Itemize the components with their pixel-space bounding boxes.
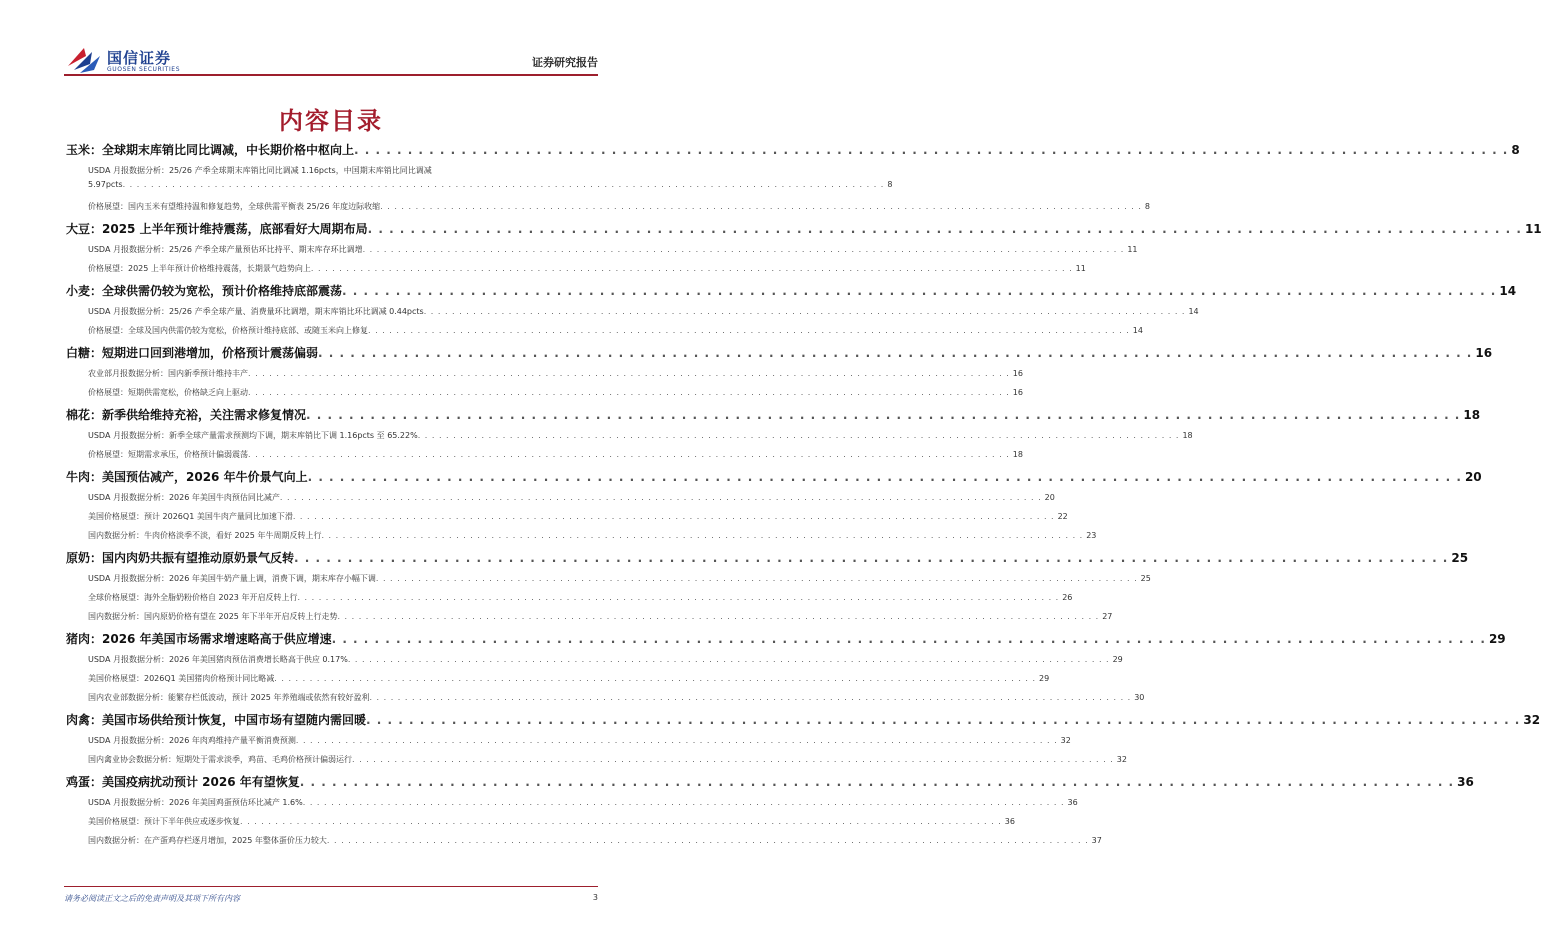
toc-dot-leader (248, 388, 1010, 397)
toc-subsection-entry[interactable] (66, 793, 1078, 812)
toc-section-entry[interactable] (66, 707, 1541, 731)
toc-subsection-entry[interactable] (66, 240, 1138, 259)
toc-subsection-title[interactable]: 国内数据分析：在产蛋鸡存栏逐月增加，2025 年整体蛋价压力较大 (88, 836, 327, 845)
toc-dot-leader (368, 326, 1130, 335)
toc-dot-leader (300, 775, 1454, 789)
toc-subsection-line[interactable] (66, 607, 1113, 622)
toc-dot-leader (363, 245, 1125, 254)
toc-subsection-line[interactable] (66, 793, 1078, 808)
toc-section-title[interactable]: 白糖：短期进口回到港增加，价格预计震荡偏弱 (66, 346, 319, 360)
toc-section-entry[interactable] (66, 278, 1517, 302)
toc-dot-leader (318, 346, 1472, 360)
toc-subsection-line[interactable] (66, 650, 1123, 665)
toc-section-page[interactable]: 32 (1523, 713, 1541, 727)
toc-section-title[interactable]: 猪肉：2026 年美国市场需求增速略高于供应增速 (66, 632, 332, 646)
page-number: 3 (592, 893, 598, 902)
toc-section-entry[interactable] (66, 137, 1520, 161)
toc-subsection-entry[interactable] (66, 569, 1151, 588)
toc-subsection-entry[interactable] (66, 588, 1073, 607)
toc-subsection-entry[interactable] (66, 302, 1199, 321)
toc-section-line[interactable] (66, 402, 1481, 423)
toc-subsection-page[interactable]: 25 (1140, 574, 1151, 583)
toc-subsection-title[interactable]: USDA 月报数据分析：25/26 产季全球期末库销比同比调减 1.16pcts，中国期末库销比同比调减 (88, 166, 432, 175)
toc-subsection-page[interactable]: 36 (1004, 817, 1015, 826)
toc-section-line[interactable] (66, 278, 1517, 299)
toc-section-page[interactable]: 11 (1524, 222, 1542, 236)
toc-dot-leader (294, 551, 1448, 565)
toc-subsection-line[interactable] (66, 812, 1015, 827)
toc-dot-leader (240, 817, 1002, 826)
toc-subsection-entry[interactable] (66, 197, 1150, 216)
toc-dot-leader (274, 674, 1036, 683)
toc-dot-leader (306, 408, 1460, 422)
toc-subsection-title[interactable]: 价格展望：国内玉米有望维持温和修复趋势，全球供需平衡表 25/26 年度边际收缩 (88, 202, 381, 211)
toc-dot-leader (332, 632, 1486, 646)
toc-subsection-entry[interactable] (66, 364, 1023, 383)
toc-subsection-title[interactable]: 价格展望：2025 上半年预计价格维持震荡，长期景气趋势向上 (88, 264, 311, 273)
toc-section-page[interactable]: 18 (1463, 408, 1481, 422)
toc-section-line[interactable] (66, 216, 1542, 237)
toc-subsection-page[interactable]: 32 (1116, 755, 1127, 764)
toc-subsection-line[interactable] (66, 688, 1145, 703)
toc-subsection-entry[interactable] (66, 259, 1086, 278)
table-of-contents (66, 137, 1542, 850)
toc-subsection-page[interactable]: 26 (1062, 593, 1073, 602)
toc-subsection-line[interactable] (66, 445, 1023, 460)
toc-dot-leader (342, 284, 1496, 298)
toc-subsection-page[interactable]: 18 (1012, 450, 1023, 459)
toc-dot-leader (369, 693, 1131, 702)
toc-subsection-page[interactable]: 16 (1012, 388, 1023, 397)
toc-section-line[interactable] (66, 545, 1469, 566)
toc-section-line[interactable] (66, 137, 1520, 158)
toc-dot-leader (297, 593, 1059, 602)
toc-section-title[interactable]: 牛肉：美国预估减产，2026 年牛价景气向上 (66, 470, 308, 484)
toc-section-entry[interactable] (66, 464, 1482, 488)
toc-subsection-line[interactable] (66, 426, 1193, 441)
toc-section-line[interactable] (66, 769, 1474, 790)
toc-subsection-title[interactable]: USDA 月报数据分析：25/26 产季全球产量预估环比持平、期末库存环比调增 (88, 245, 363, 254)
toc-subsection-title[interactable]: USDA 月报数据分析：新季全球产量需求预测均下调，期末库销比下调 1.16pcts 至 65.22% (88, 431, 418, 440)
toc-subsection-title[interactable]: 价格展望：短期供需宽松，价格缺乏向上驱动 (88, 388, 248, 397)
toc-section-title[interactable]: 大豆：2025 上半年预计维持震荡，底部看好大周期布局 (66, 222, 368, 236)
toc-section-page[interactable]: 20 (1464, 470, 1482, 484)
toc-subsection-page[interactable]: 23 (1086, 531, 1097, 540)
toc-subsection-line[interactable] (66, 569, 1151, 584)
toc-subsection-page[interactable]: 14 (1132, 326, 1143, 335)
toc-subsection-title[interactable]: 国内禽业协会数据分析：短期处于需求淡季，鸡苗、毛鸡价格预计偏弱运行 (88, 755, 352, 764)
toc-subsection-line[interactable] (66, 588, 1073, 603)
toc-subsection-title[interactable]: USDA 月报数据分析：2026 年美国牛奶产量上调，消费下调，期末库存小幅下调 (88, 574, 376, 583)
footer-disclaimer: 请务必阅读正文之后的免责声明及其项下所有内容 (64, 894, 240, 903)
toc-subsection-page[interactable]: 37 (1091, 836, 1102, 845)
toc-subsection-page[interactable]: 14 (1188, 307, 1199, 316)
toc-subsection-title[interactable]: 国内数据分析：国内原奶价格有望在 2025 年下半年开启反转上行走势 (88, 612, 338, 621)
toc-subsection-entry[interactable] (66, 669, 1050, 688)
toc-section-entry[interactable] (66, 402, 1481, 426)
toc-subsection-entry[interactable] (66, 445, 1023, 464)
toc-section-entry[interactable] (66, 216, 1542, 240)
toc-subsection-page[interactable]: 22 (1057, 512, 1068, 521)
toc-subsection-title[interactable]: 农业部月报数据分析：国内新季预计维持丰产 (88, 369, 248, 378)
toc-subsection-page[interactable]: 16 (1012, 369, 1023, 378)
toc-section-page[interactable]: 8 (1511, 143, 1520, 157)
toc-subsection-entry[interactable] (66, 321, 1143, 340)
toc-subsection-title[interactable]: USDA 月报数据分析：2026 年美国猪肉预估消费增长略高于供应 0.17% (88, 655, 348, 664)
toc-dot-leader (280, 493, 1042, 502)
toc-subsection-line[interactable] (66, 259, 1086, 274)
toc-subsection-entry[interactable] (66, 383, 1023, 402)
toc-subsection-title[interactable]: 美国价格展望：2026Q1 美国猪肉价格预计同比略减 (88, 674, 275, 683)
toc-section-entry[interactable] (66, 626, 1506, 650)
toc-subsection-page[interactable]: 18 (1182, 431, 1193, 440)
toc-subsection-entry[interactable] (66, 812, 1015, 831)
toc-section-line[interactable] (66, 707, 1541, 728)
toc-subsection-title[interactable]: 美国价格展望：预计 2026Q1 美国牛肉产量同比加速下滑 (88, 512, 293, 521)
toc-subsection-title[interactable]: USDA 月报数据分析：2026 年美国鸡蛋预估环比减产 1.6% (88, 798, 303, 807)
toc-subsection-entry[interactable] (66, 688, 1145, 707)
toc-subsection-page[interactable]: 29 (1112, 655, 1123, 664)
toc-subsection-line[interactable] (66, 321, 1143, 336)
toc-subsection-entry[interactable] (66, 607, 1113, 626)
toc-dot-leader (296, 736, 1058, 745)
footer-divider (64, 886, 598, 887)
toc-subsection-page[interactable]: 27 (1102, 612, 1113, 621)
toc-subsection-line[interactable] (66, 526, 1097, 541)
toc-subsection-line[interactable] (66, 197, 1150, 212)
toc-subsection-line[interactable] (66, 488, 1055, 503)
toc-section-entry[interactable] (66, 340, 1493, 364)
toc-subsection-page[interactable]: 36 (1067, 798, 1078, 807)
toc-dot-leader (368, 222, 1522, 236)
toc-dot-leader (303, 798, 1065, 807)
toc-subsection-title[interactable]: 国内农业部数据分析：能繁存栏低波动，预计 2025 年养殖端或依然有较好盈利 (88, 693, 370, 702)
toc-section-page[interactable]: 25 (1451, 551, 1469, 565)
toc-subsection-line[interactable] (66, 750, 1127, 765)
toc-subsection-title[interactable]: 价格展望：短期需求承压，价格预计偏弱震荡 (88, 450, 248, 459)
toc-subsection-title[interactable]: 国内数据分析：牛肉价格淡季不淡，看好 2025 年牛周期反转上行 (88, 531, 322, 540)
toc-dot-leader (248, 450, 1010, 459)
toc-subsection-entry[interactable] (66, 426, 1193, 445)
toc-section-line[interactable] (66, 626, 1506, 647)
report-type-label: 证券研究报告 (532, 56, 598, 69)
toc-dot-leader (327, 836, 1089, 845)
toc-subsection-entry[interactable] (66, 831, 1102, 850)
toc-dot-leader (352, 755, 1114, 764)
toc-section-title[interactable]: 原奶：国内肉奶共振有望推动原奶景气反转 (66, 551, 295, 565)
logo-mark-icon (66, 44, 102, 76)
toc-subsection-page[interactable]: 11 (1127, 245, 1138, 254)
toc-subsection-page[interactable]: 32 (1060, 736, 1071, 745)
toc-dot-leader (248, 369, 1010, 378)
toc-subsection-page[interactable]: 29 (1039, 674, 1050, 683)
toc-subsection-line[interactable] (66, 669, 1050, 684)
toc-section-title[interactable]: 棉花：新季供给维持充裕，关注需求修复情况 (66, 408, 307, 422)
toc-section-title[interactable]: 鸡蛋：美国疫病扰动预计 2026 年有望恢复 (66, 775, 300, 789)
toc-dot-leader (337, 612, 1099, 621)
toc-subsection-line[interactable] (66, 507, 1068, 522)
toc-subsection-title[interactable]: USDA 月报数据分析：25/26 产季全球产量、消费量环比调增，期末库销比环比调减 0.44pcts (88, 307, 424, 316)
toc-subsection-line[interactable] (66, 383, 1023, 398)
toc-dot-leader (380, 202, 1142, 211)
toc-subsection-line[interactable] (66, 731, 1071, 746)
toc-section-page[interactable]: 16 (1475, 346, 1493, 360)
toc-subsection-title[interactable]: 全球价格展望：海外全脂奶粉价格自 2023 年开启反转上行 (88, 593, 298, 602)
toc-section-title[interactable]: 肉禽：美国市场供给预计恢复，中国市场有望随内需回暖 (66, 713, 367, 727)
toc-dot-leader (418, 431, 1180, 440)
page-header (0, 0, 662, 80)
toc-section-page[interactable]: 29 (1488, 632, 1506, 646)
guosen-logo (66, 44, 196, 78)
toc-dot-leader (376, 574, 1138, 583)
toc-subsection-page[interactable]: 8 (1144, 202, 1150, 211)
toc-subsection-page[interactable]: 30 (1134, 693, 1145, 702)
toc-title: 内容目录 (279, 107, 383, 135)
toc-section-entry[interactable] (66, 769, 1474, 793)
toc-section-page[interactable]: 14 (1499, 284, 1517, 298)
logo-english-name: GUOSEN SECURITIES (107, 66, 181, 73)
toc-subsection-entry[interactable] (66, 526, 1097, 545)
toc-dot-leader (424, 307, 1186, 316)
toc-subsection-title[interactable]: 价格展望：全球及国内供需仍较为宽松，价格预计维持底部、或随玉米向上修复 (88, 326, 368, 335)
toc-subsection-title[interactable]: 美国价格展望：预计下半年供应或逐步恢复 (88, 817, 240, 826)
toc-subsection-title-continued[interactable]: 5.97pcts (88, 180, 123, 189)
toc-dot-leader (348, 655, 1110, 664)
toc-subsection-entry[interactable] (66, 488, 1055, 507)
toc-subsection-line[interactable] (66, 831, 1102, 846)
toc-subsection-line[interactable] (66, 176, 893, 189)
toc-section-line[interactable] (66, 340, 1493, 361)
toc-subsection-entry[interactable] (66, 750, 1127, 769)
toc-section-title[interactable]: 小麦：全球供需仍较为宽松，预计价格维持底部震荡 (66, 284, 343, 298)
toc-subsection-page[interactable]: 11 (1075, 264, 1086, 273)
toc-subsection-entry[interactable] (66, 161, 893, 197)
toc-subsection-line[interactable] (66, 364, 1023, 379)
toc-subsection-entry[interactable] (66, 507, 1068, 526)
toc-dot-leader (354, 143, 1508, 157)
toc-section-line[interactable] (66, 464, 1482, 485)
toc-subsection-title[interactable]: USDA 月报数据分析：2026 年美国牛肉预估同比减产 (88, 493, 280, 502)
logo-chinese-name: 国信证券 (107, 49, 172, 67)
toc-dot-leader (311, 264, 1073, 273)
toc-dot-leader (123, 180, 885, 189)
header-divider (64, 74, 598, 76)
toc-dot-leader (308, 470, 1462, 484)
toc-dot-leader (293, 512, 1055, 521)
toc-subsection-line[interactable] (66, 302, 1199, 317)
toc-dot-leader (321, 531, 1083, 540)
toc-subsection-line[interactable] (66, 240, 1138, 255)
toc-subsection-entry[interactable] (66, 731, 1071, 750)
toc-section-page[interactable]: 36 (1457, 775, 1474, 789)
toc-subsection-page[interactable]: 20 (1044, 493, 1055, 502)
toc-section-title[interactable]: 玉米：全球期末库销比同比调减，中长期价格中枢向上 (66, 143, 355, 157)
toc-subsection-entry[interactable] (66, 650, 1123, 669)
toc-section-entry[interactable] (66, 545, 1469, 569)
toc-subsection-page[interactable]: 8 (887, 180, 893, 189)
toc-subsection-title[interactable]: USDA 月报数据分析：2026 年肉鸡维持产量平衡消费预测 (88, 736, 296, 745)
toc-dot-leader (366, 713, 1520, 727)
